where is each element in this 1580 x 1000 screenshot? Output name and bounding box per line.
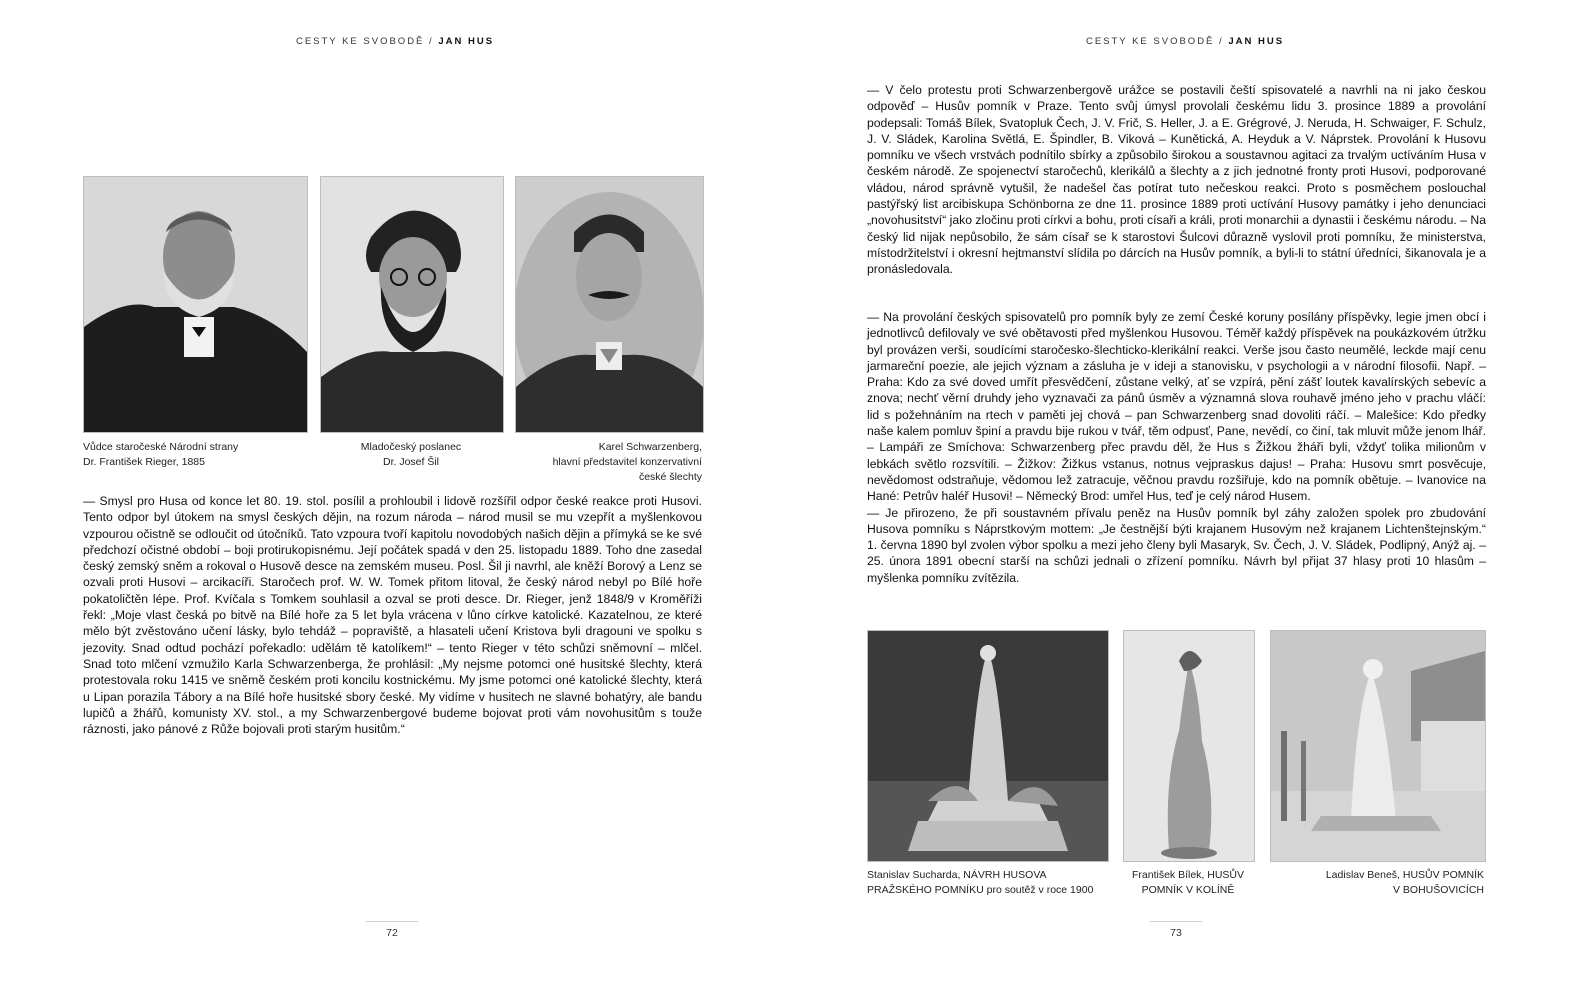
left-body-text: — Smysl pro Husa od konce let 80. 19. stol. posílil a prohloubil i lidově rozšířil odpor české reakce proti Husovi. Tento odpor byl útokem na smysl českých dějin, na rozum národa – národ musil se mu vzepřít a myšlenkovou vzpourou očistně se odloučit od útočníků. Tato vzpoura tvoří kapitolu novodobých našich dějin a přímyká se ke své předchozí očistné období – boji protirukopisnému. Její počátek spadá v den 25. listopadu 1889. Toho dne zasedal český zemský sněm a rokoval o Husově desce na zemském museu. Posl. Šil ji navrhl, ale kněží Borový a Lenz se ozvali proti Husovi – arcikacíři. Staročech prof. W. W. Tomek přitom litoval, že český národ nebyl po Bílé hoře pokatoličtěn lépe. Prof. Kvíčala s Tomkem souhlasil a ozval se proti desce. Dr. Rieger, jenž 1848/9 v Kroměříži řekl: „Moje vlast česká po bitvě na Bílé hoře za 5 let byla vrácena v lůno církve katolické. Kazatelnou, ze které mělo být zvěstováno učení lásky, bylo tehdáž – popraviště, a hlasateli učení Kristova byli dragouni ve spolku s jezovity. Snad odtud pochází pořekadlo: udělám tě katolíkem!“ – tento Rieger v této schůzi sněmovní – mlčel. Snad toto mlčení vzmužilo Karla Schwarzenberga, že prohlásil: „My nejsme potomci oné husitské šlechty, která protestovala roku 1415 ve sněmě českém proti koncilu kostnickému. My jsme potomci oné katolické šlechty, která u Lipan porazila Tábory a na Bílé hoře husitské sbory české. My vidíme v husitech ne slavné bohatýry, ale bandu lupičů a žhářů, komunisty XV. stol., a my Schwarzenbergové budeme bojovat proti vám novohusitům s touže ráznosti, jako pánové z Růže bojovali proti starým husitům.“ [83,494,702,737]
right-page [790,0,1580,1000]
caption-benes: Ladislav Beneš, HUSŮV POMNÍK V BOHUŠOVICÍCH [1325,869,1484,896]
running-head-left [0,36,790,47]
caption-schwarzenberg: Karel Schwarzenberg, hlavní představitel konzervativní české šlechty [552,441,702,483]
page-number-left: 72 [386,927,398,939]
portrait-schwarzenberg-photo [515,176,704,433]
monument-bilek-photo [1123,630,1255,862]
portrait-rieger-photo [83,176,308,433]
caption-sucharda: Stanislav Sucharda, NÁVRH HUSOVA PRAŽSKÉHO POMNÍKU pro soutěž v roce 1900 [867,869,1094,896]
page-number-right: 73 [1170,927,1182,939]
monument-benes-photo [1270,630,1486,862]
running-head-series: CESTY KE SVOBODĚ [1085,36,1215,47]
caption-bilek: František Bílek, HUSŮV POMNÍK V KOLÍNĚ [1131,869,1245,896]
folio-rule-right [1150,921,1202,922]
running-head-subject: JAN HUS [438,36,495,47]
folio-rule-left [366,921,418,922]
right-paragraph-1: — V čelo protestu proti Schwarzenbergově urážce se postavili čeští spisovatelé a navrhli na ni jako českou odpověď – Husův pomník v Praze. Tento svůj úmysl provolali českému lidu 3. prosince 1889 a provolání podepsali: Tomáš Bílek, Svatopluk Čech, J. V. Frič, S. Heller, J. a E. Grégrové, J. Neruda, H. Schwaiger, F. Schulz, J. V. Sládek, Karolina Světlá, E. Špindler, B. Viková – Kunětická, A. Heyduk a V. Náprstek. Provolání k Husovu pomníku ve všech vrstvách podnítilo sbírky a způsobilo širokou a soustavnou agitaci za trvalým uctíváním Husa v českém národě. Ze spojenectví staročechů, klerikálů a šlechty a z jich jednotné fronty proti Husovi, podporované vládou, národ správně vytušil, že nadešel čas potírat tuto nečeskou reakci. Proto s posměchem poslouchal pastýřský list arcibiskupa Schönborna ze dne 11. prosince 1889 proti uctívání Husovy památky i jeho denunciaci „novohusitství“ jako zločinu proti církvi a bohu, proti císaři a králi, proti monarchii a dynastii i českému národu. – Na český lid nijak nepůsobilo, že sám císař se k starostovi Šulcovi důrazně vyslovil proti pomníku, že ministerstva, místodržitelství i okresní hejtmanství slídila po dárcích na Husův pomník, a byli-li to státní úředníci, šikanovala je a pronásledovala. [867,83,1486,277]
right-paragraph-2: — Na provolání českých spisovatelů pro pomník byly ze zemí České koruny posílány příspěvky, legie jmen obcí i jednotlivců defilovaly ve své obětavosti před myšlenkou Husovou. Téměř každý příspěvek na poukázkovém útržku byl provázen verši, soudícími staročesko-šlechticko-klerikální reakci. Verše jsou často neumělé, leckde mají cenu jarmareční poezie, ale jejich význam a zásluha je v ideji a stanovisku, v psychologii a v národní filosofii. Např. – Praha: Kdo za své doved umřít přesvědčení, zůstane velký, ať se vzpírá, pění zášť loutek kavalírských sebevíc a znova; nechť věrní druhdy jeho vyznavači za pánů úsměv a významná slova rouhavě jméno jeho v prachu vláčí: lid s požehnáním na rtech v paměti jej chová – pan Schwarzenberg snad dovoliti ráčí. – Malešice: Kdo předky naše kalem pomluv špiní a pravdu bije rukou v tvář, těm odpusť, Pane, nevědí, co činí, tak mluvit může jenom lhář. – Lampáři ze Smíchova: Schwarzenberg přec pravdu děl, že Hus s Žižkou žháři byli, vždyť tolika milionům v lebkách světlo rozsvítili. – Žižkov: Žižkus vstanus, notnus vejpraskus dajus! – Praha: Husovu smrt posvěcuje, nevědomost odstraňuje, vědomou lež zatracuje, věčnou pravdu rozšiřuje, kdo na pomník obětuje. – Ivanovice na Hané: Petrův haléř Husovi! – Německý Brod: umřel Hus, teď je celý národ Husem. — Je přirozeno, že při soustavném přívalu peněz na Husův pomník byl záhy založen spolek pro zbudování Husova pomníku s Náprstkovým mottem: „Je čestnější býti krajanem Husovým než krajanem Lichtenštejnským.“ 1. června 1890 byl zvolen výbor spolku a mezi jeho členy byli Masaryk, Sv. Čech, J. V. Sládek, Podlipný, Anýž aj. – 25. února 1891 obecní starší na schůzi jednali o zřízení pomníku. Návrh byl přijat 37 hlasy proti 10 hlasům – myšlenka pomníku zvítězila. [867,310,1486,585]
portrait-sil-photo [320,176,504,433]
running-head-separator: / [424,36,439,47]
running-head-right [790,36,1580,47]
running-head-separator: / [1214,36,1229,47]
running-head-subject: JAN HUS [1228,36,1285,47]
running-head-series: CESTY KE SVOBODĚ [295,36,425,47]
caption-sil: Mladočeský poslanec Dr. Josef Šil [360,441,462,468]
caption-rieger: Vůdce staročeské Národní strany Dr. František Rieger, 1885 [83,441,239,468]
monument-sucharda-photo [867,630,1109,862]
